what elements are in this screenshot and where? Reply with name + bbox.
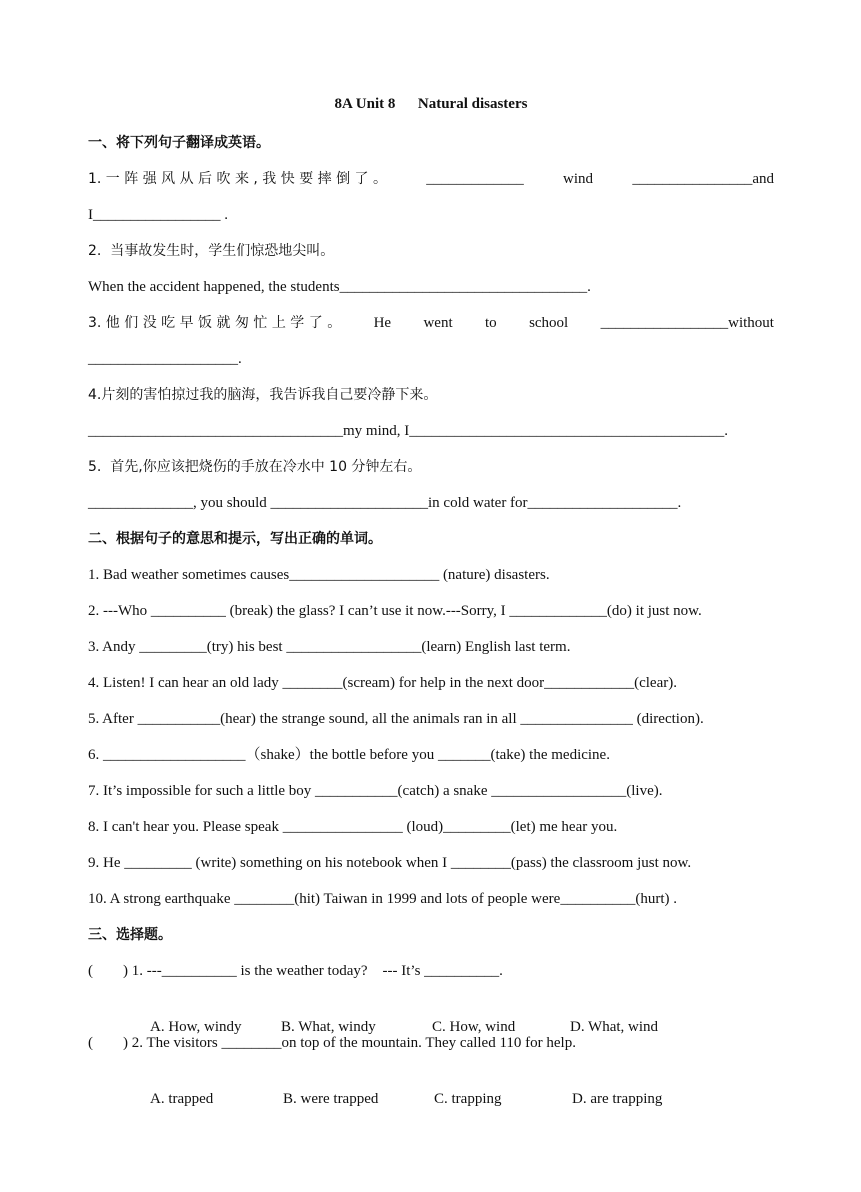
choice-2-option-c: C. trapping <box>434 1091 502 1107</box>
q3-word-to: to <box>485 315 497 331</box>
q1-chinese: 1. 一 阵 强 风 从 后 吹 来 , 我 快 要 摔 倒 了 。 <box>88 171 388 187</box>
question-2-english: When the accident happened, the students_________________________________. <box>88 279 591 295</box>
choice-2-stem: ( ) 2. The visitors ________on top of the mountain. They called 110 for help. <box>88 1035 576 1051</box>
q3-blank: _________________without <box>600 315 774 331</box>
fill-item-2: 2. ---Who __________ (break) the glass? I can’t use it now.---Sorry, I _____________(do) it just now. <box>88 603 702 619</box>
q1-wind: wind <box>563 171 594 187</box>
choice-2-option-d: D. are trapping <box>572 1091 663 1107</box>
choice-2-option-a: A. trapped <box>150 1091 214 1107</box>
fill-item-10: 10. A strong earthquake ________(hit) Taiwan in 1999 and lots of people were__________(hurt) . <box>88 891 677 907</box>
fill-item-4: 4. Listen! I can hear an old lady ________(scream) for help in the next door____________(clear). <box>88 675 677 691</box>
fill-item-3: 3. Andy _________(try) his best __________________(learn) English last term. <box>88 639 571 655</box>
choice-1-option-b: B. What, windy <box>281 1019 376 1035</box>
q3-word-he: He <box>373 315 392 331</box>
choice-2-option-b: B. were trapped <box>283 1091 379 1107</box>
question-3-line-2: ____________________. <box>88 351 242 367</box>
q3-word-went: went <box>423 315 453 331</box>
q3-word-school: school <box>529 315 569 331</box>
q3-chinese: 3. 他 们 没 吃 早 饭 就 匆 忙 上 学 了 。 <box>88 315 342 331</box>
choice-2-options <box>135 1069 662 1129</box>
fill-item-5: 5. After ___________(hear) the strange sound, all the animals ran in all _______________ (direction). <box>88 711 704 727</box>
q1-blank-2: ________________and <box>632 171 774 187</box>
question-1-line-2: I_________________ . <box>88 207 228 223</box>
question-5-english: ______________, you should _____________________in cold water for____________________. <box>88 495 682 511</box>
section-1-heading: 一、将下列句子翻译成英语。 <box>88 135 270 151</box>
question-4-chinese: 4.片刻的害怕掠过我的脑海，我告诉我自己要冷静下来。 <box>88 387 438 403</box>
q1-blank-1: _____________ <box>426 171 524 187</box>
choice-1-stem: ( ) 1. ---__________ is the weather today? --- It’s __________. <box>88 963 503 979</box>
choice-1-option-c: C. How, wind <box>432 1019 516 1035</box>
choice-1-option-d: D. What, wind <box>570 1019 659 1035</box>
question-4-english: __________________________________my mind, I__________________________________________. <box>88 423 728 439</box>
fill-item-1: 1. Bad weather sometimes causes____________________ (nature) disasters. <box>88 567 550 583</box>
question-1-line-1 <box>88 169 774 189</box>
question-2-chinese: 2. 当事故发生时，学生们惊恐地尖叫。 <box>88 243 335 259</box>
choice-1-option-a: A. How, windy <box>150 1019 242 1035</box>
question-3-line-1 <box>88 313 774 333</box>
section-2-heading: 二、根据句子的意思和提示，写出正确的单词。 <box>88 531 382 547</box>
fill-item-8: 8. I can't hear you. Please speak ________________ (loud)_________(let) me hear you. <box>88 819 618 835</box>
fill-item-9: 9. He _________ (write) something on his notebook when I ________(pass) the classroom just now. <box>88 855 692 871</box>
section-3-heading: 三、选择题。 <box>88 927 172 943</box>
fill-item-6: 6. ___________________（shake）the bottle before you _______(take) the medicine. <box>88 747 610 763</box>
page-title: 8A Unit 8 Natural disasters <box>334 96 528 112</box>
fill-item-7: 7. It’s impossible for such a little boy ___________(catch) a snake __________________(live). <box>88 783 663 799</box>
question-5-chinese: 5. 首先,你应该把烧伤的手放在冷水中 10 分钟左右。 <box>88 459 422 475</box>
